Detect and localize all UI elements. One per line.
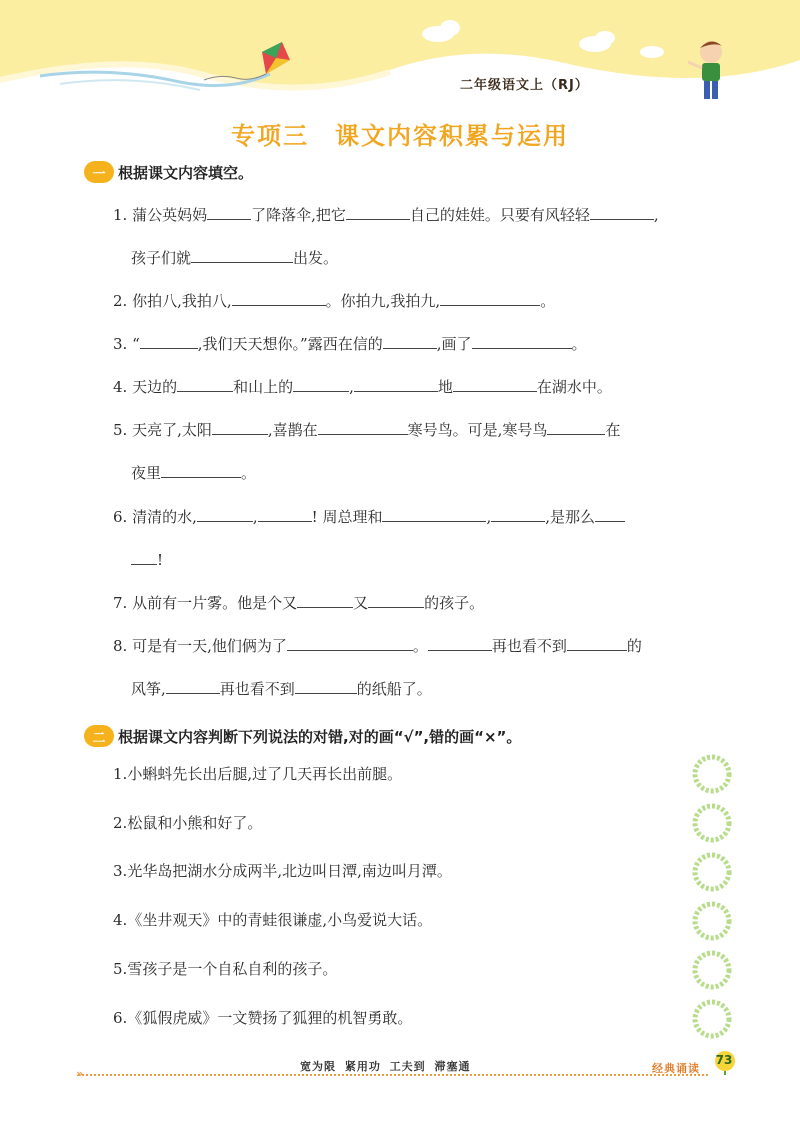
answer-blank[interactable] [161, 462, 241, 478]
footer-motto: 宽为限 紧用功 工夫到 滞塞通 [300, 1060, 471, 1073]
answer-blank[interactable] [382, 506, 486, 522]
answer-blank[interactable] [212, 419, 268, 435]
section-1-title: 根据课文内容填空。 [118, 163, 254, 182]
answer-blank[interactable] [197, 506, 253, 522]
page-header [0, 0, 800, 112]
answer-blank[interactable] [207, 204, 251, 220]
answer-ring[interactable] [691, 949, 733, 991]
grade-label: 二年级语文上（RJ） [460, 78, 589, 93]
section-2-title: 根据课文内容判断下列说法的对错,对的画“√”,错的画“×”。 [118, 727, 522, 746]
page-title: 专项三 课文内容积累与运用 [231, 122, 569, 150]
section-1-heading [84, 158, 253, 186]
answer-ring[interactable] [691, 900, 733, 942]
footer-brand: 经典诵读 [652, 1062, 700, 1075]
answer-ring[interactable] [691, 851, 733, 893]
answer-blank[interactable] [491, 506, 545, 522]
header-banner [0, 0, 800, 112]
answer-blank[interactable] [287, 635, 413, 651]
page-number: 73 [715, 1053, 733, 1067]
answer-blank[interactable] [295, 678, 357, 694]
answer-blank[interactable] [472, 333, 572, 349]
judge-item-2: 2.松鼠和小熊和好了。 [113, 814, 263, 832]
section-2-badge: 二 [84, 725, 114, 747]
fill-item-2: 2. 你拍八,我拍八, 。你拍九,我拍九, 。 [113, 292, 556, 310]
fill-item-1-continued: 孩子们就 出发。 [131, 249, 339, 267]
judge-item-6: 6.《狐假虎威》一文赞扬了狐狸的机智勇敢。 [113, 1009, 413, 1027]
answer-blank[interactable] [383, 333, 437, 349]
section-1-badge: 一 [84, 161, 114, 183]
answer-blank[interactable] [232, 290, 326, 306]
answer-blank[interactable] [346, 204, 410, 220]
answer-blank[interactable] [590, 204, 654, 220]
answer-ring[interactable] [691, 753, 733, 795]
answer-blank[interactable] [547, 419, 605, 435]
fill-item-5-continued: 夜里 。 [131, 464, 257, 482]
answer-blank[interactable] [166, 678, 220, 694]
answer-blank[interactable] [428, 635, 492, 651]
judge-item-3: 3.光华岛把湖水分成两半,北边叫日潭,南边叫月潭。 [113, 862, 452, 880]
answer-blank[interactable] [318, 419, 408, 435]
fill-item-5: 5. 天亮了,太阳 ,喜鹊在 寒号鸟。可是,寒号鸟 在 [113, 421, 621, 439]
section-2-heading [84, 722, 521, 750]
fill-item-8-continued: 风筝, 再也看不到 的纸船了。 [131, 680, 432, 698]
footer-divider [78, 1074, 708, 1076]
answer-blank[interactable] [131, 549, 157, 565]
chevron-right-icon: » [76, 1067, 84, 1080]
fill-item-8: 8. 可是有一天,他们俩为了 。 再也看不到 的 [113, 637, 642, 655]
answer-blank[interactable] [297, 592, 353, 608]
answer-ring[interactable] [691, 998, 733, 1040]
answer-blank[interactable] [595, 506, 625, 522]
fill-item-4: 4. 天边的 和山上的 , 地 在湖水中。 [113, 378, 612, 396]
judge-item-4: 4.《坐井观天》中的青蛙很谦虚,小鸟爱说大话。 [113, 911, 433, 929]
answer-blank[interactable] [440, 290, 540, 306]
judge-item-5: 5.雪孩子是一个自私自利的孩子。 [113, 960, 338, 978]
answer-blank[interactable] [258, 506, 312, 522]
fill-item-6-continued: ! [131, 549, 163, 570]
answer-blank[interactable] [293, 376, 349, 392]
answer-ring[interactable] [691, 802, 733, 844]
fill-item-3: 3. “ ,我们天天想你。”露西在信的 ,画了 。 [113, 335, 587, 353]
answer-blank[interactable] [354, 376, 438, 392]
answer-blank[interactable] [453, 376, 537, 392]
answer-blank[interactable] [567, 635, 627, 651]
judge-item-1: 1.小蝌蚪先长出后腿,过了几天再长出前腿。 [113, 765, 403, 783]
answer-blank[interactable] [368, 592, 424, 608]
fill-item-1: 1. 蒲公英妈妈 了降落伞,把它 自己的娃娃。只要有风轻轻 , [113, 206, 659, 224]
fill-item-7: 7. 从前有一片雾。他是个又 又 的孩子。 [113, 594, 485, 612]
answer-blank[interactable] [140, 333, 198, 349]
answer-blank[interactable] [177, 376, 233, 392]
answer-blank[interactable] [191, 247, 293, 263]
fill-item-6: 6. 清清的水, , ! 周总理和 , ,是那么 [113, 506, 625, 527]
